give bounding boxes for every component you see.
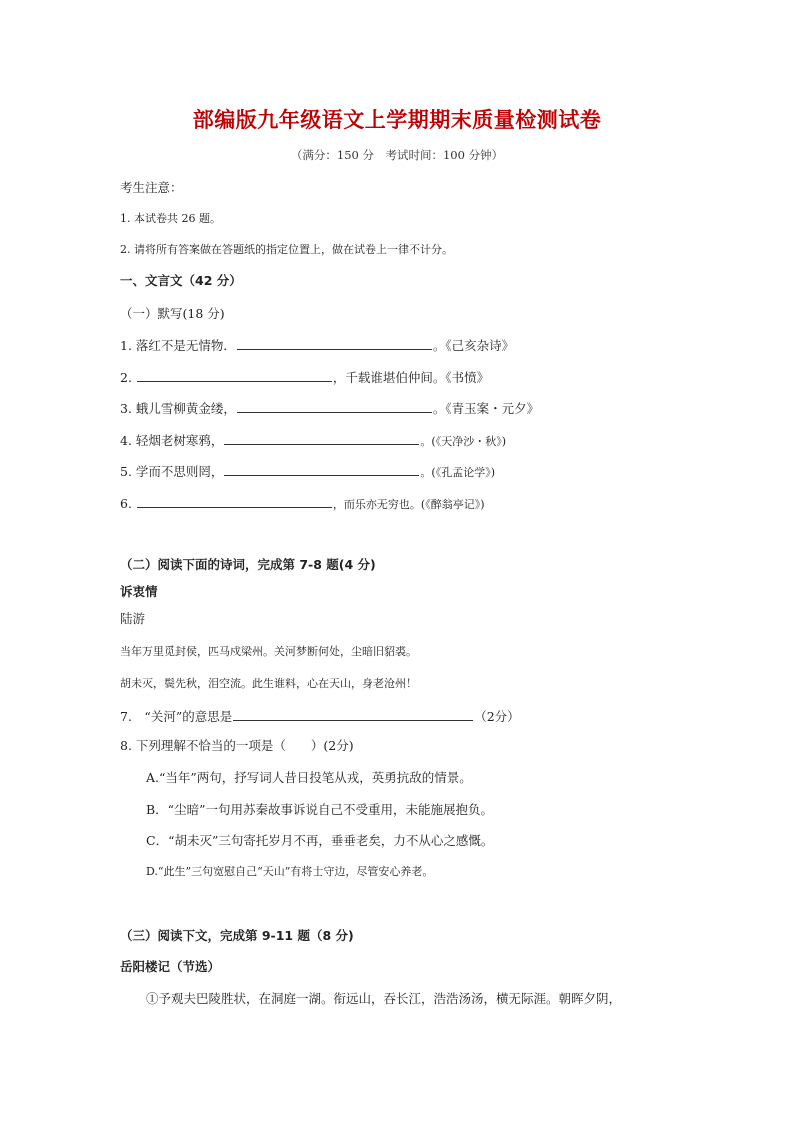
section1-heading: 一、文言文（42 分） xyxy=(120,273,242,288)
option-a: A.“当年”两句，抒写词人昔日投笔从戎，英勇抗敌的情景。 xyxy=(146,770,472,785)
answer-blank-4[interactable] xyxy=(224,430,419,445)
question-6-number: 6. xyxy=(120,496,136,511)
question-7 xyxy=(120,706,520,725)
question-6 xyxy=(120,493,485,512)
answer-blank-1[interactable] xyxy=(237,335,432,350)
answer-blank-2[interactable] xyxy=(137,367,332,382)
question-7-prompt: 7. “关河”的意思是 xyxy=(120,709,233,724)
question-2 xyxy=(120,367,489,386)
part3-heading: （三）阅读下文，完成第 9-11 题（8 分) xyxy=(120,928,354,943)
option-d: D.“此生”三句宽慰自己“天山”有将士守边，尽管安心养老。 xyxy=(146,865,434,878)
question-7-score: （2分） xyxy=(474,709,520,724)
question-3 xyxy=(120,398,539,417)
question-1-source: 。《己亥杂诗》 xyxy=(432,338,515,353)
answer-blank-7[interactable] xyxy=(233,706,473,721)
question-5-prompt: 5. 学而不思则罔， xyxy=(120,464,224,479)
question-4 xyxy=(120,430,506,449)
answer-blank-3[interactable] xyxy=(237,398,432,413)
poem-line-2: 胡未灭，鬓先秋，泪空流。此生谁料，心在天山，身老沧州！ xyxy=(120,677,417,690)
part1-heading: （一）默写(18 分) xyxy=(120,306,225,321)
question-4-prompt: 4. 轻烟老树寒鸦， xyxy=(120,433,224,448)
question-8: 8. 下列理解不恰当的一项是（ ）(2分) xyxy=(120,738,354,753)
poem-line-1: 当年万里觅封侯，匹马戍梁州。关河梦断何处，尘暗旧貂裘。 xyxy=(120,645,417,658)
notice-item-2: 2. 请将所有答案做在答题纸的指定位置上，做在试卷上一律不计分。 xyxy=(120,243,453,256)
page-title: 部编版九年级语文上学期期末质量检测试卷 xyxy=(192,108,602,132)
poem-author: 陆游 xyxy=(120,611,146,626)
question-6-source: ，而乐亦无穷也。(《醉翁亭记》) xyxy=(332,498,485,511)
answer-blank-5[interactable] xyxy=(224,461,419,476)
text-title: 岳阳楼记（节选） xyxy=(120,959,221,974)
question-2-number: 2. xyxy=(120,370,136,385)
question-3-prompt: 3. 蛾儿雪柳黄金缕， xyxy=(120,401,236,416)
text-paragraph-1: ①予观夫巴陵胜状，在洞庭一湖。衔远山，吞长江，浩浩汤汤，横无际涯。朝晖夕阴， xyxy=(146,991,622,1006)
notice-item-1: 1. 本试卷共 26 题。 xyxy=(120,212,221,225)
question-5-source: 。(《孔孟论学》) xyxy=(420,466,495,479)
poem-title: 诉衷情 xyxy=(120,584,158,599)
question-1 xyxy=(120,335,514,354)
question-4-source: 。(《天净沙・秋》) xyxy=(420,435,506,448)
exam-info: （满分：150 分 考试时间：100 分钟） xyxy=(290,148,504,162)
question-2-source: ，千载谁堪伯仲间。《书愤》 xyxy=(332,370,490,385)
answer-blank-6[interactable] xyxy=(137,493,332,508)
part2-heading: （二）阅读下面的诗词，完成第 7-8 题(4 分) xyxy=(120,557,376,572)
notice-heading: 考生注意： xyxy=(120,180,183,195)
option-b: B．“尘暗”一句用苏秦故事诉说自己不受重用，未能施展抱负。 xyxy=(146,802,493,817)
question-1-prompt: 1. 落红不是无情物． xyxy=(120,338,236,353)
question-5 xyxy=(120,461,495,480)
option-c: C．“胡未灭”三句寄托岁月不再，垂垂老矣，力不从心之感慨。 xyxy=(146,833,494,848)
question-3-source: 。《青玉案・元夕》 xyxy=(432,401,540,416)
